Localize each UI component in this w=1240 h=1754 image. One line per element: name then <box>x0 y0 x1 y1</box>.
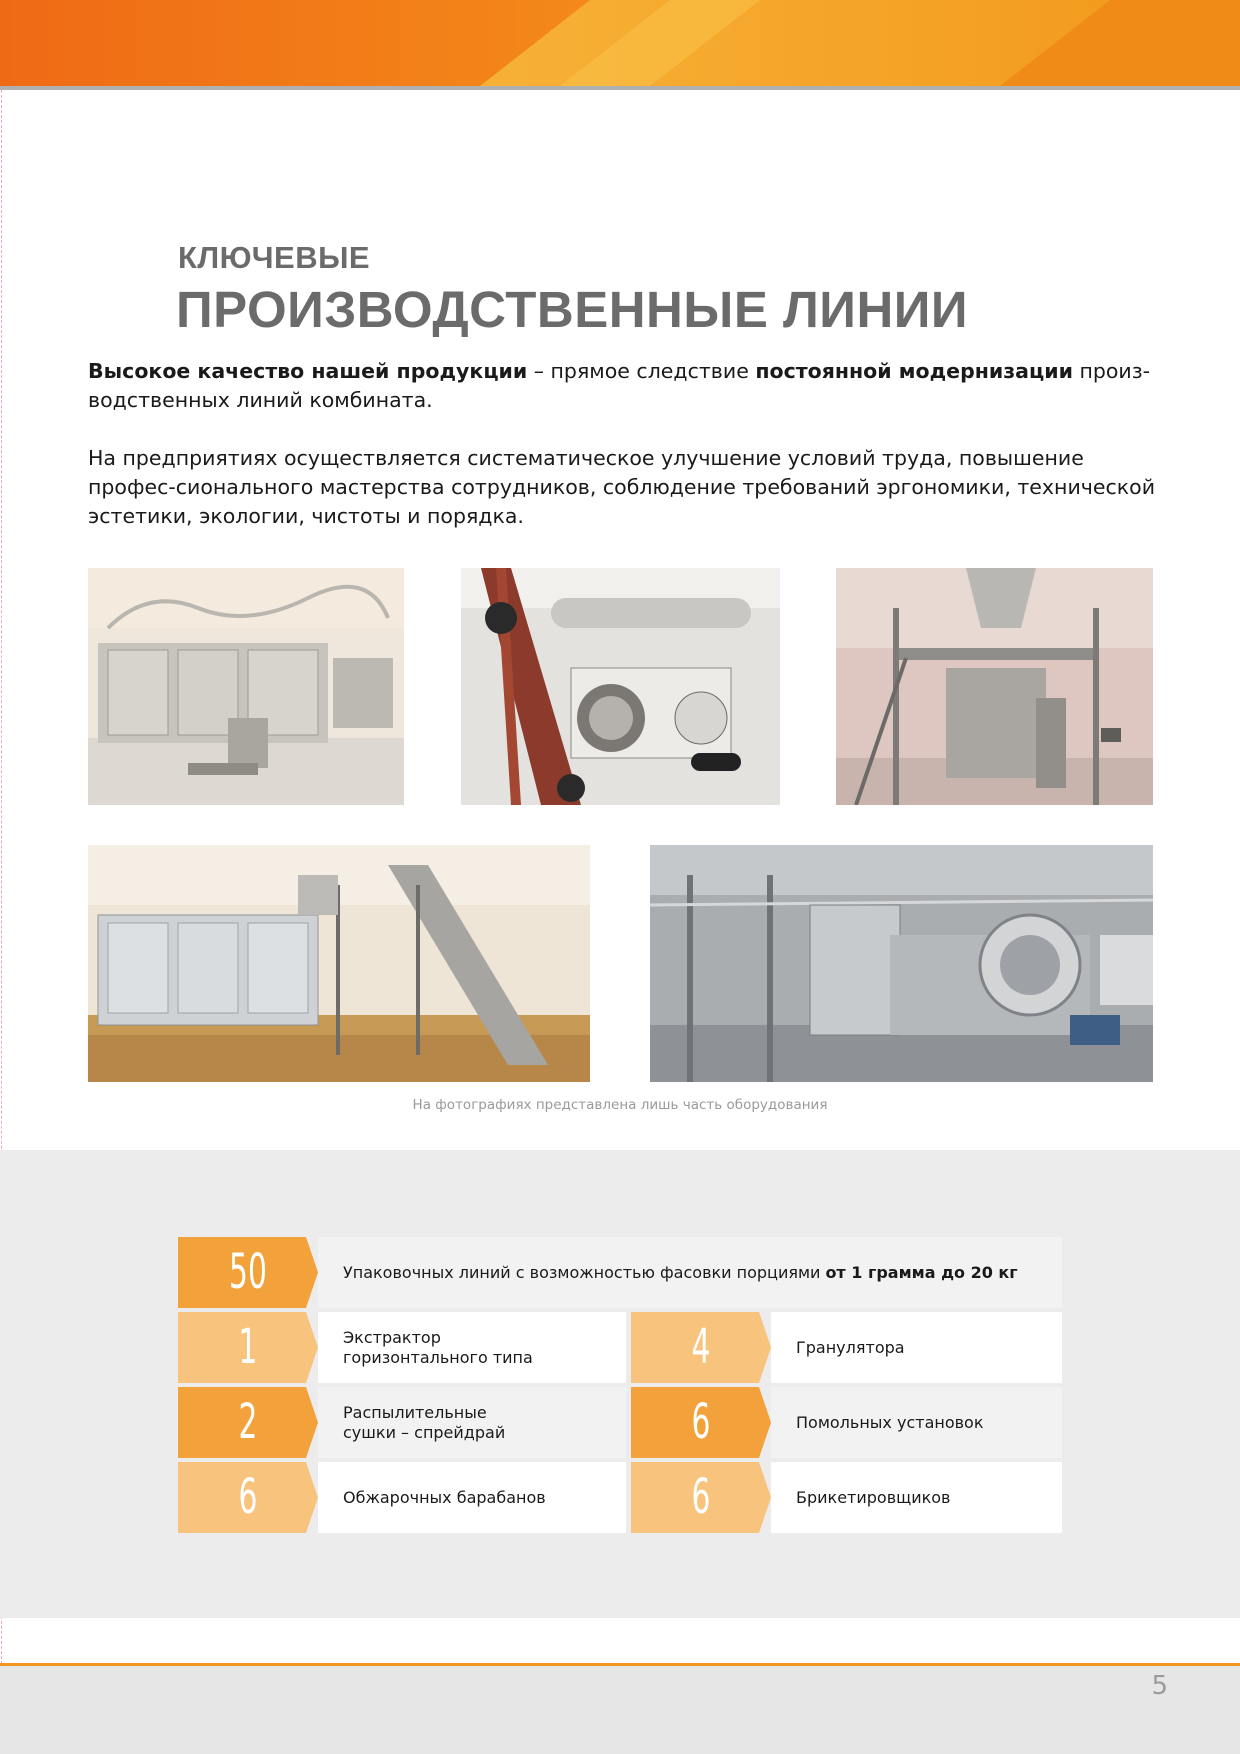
stat-number: 6 <box>691 1469 711 1525</box>
footer <box>0 1666 1240 1754</box>
stat-number: 1 <box>238 1319 258 1375</box>
photo-weighing-platform <box>836 568 1153 805</box>
stat-label-line-1: Обжарочных барабанов <box>343 1487 546 1507</box>
stat-granulators <box>631 1312 1062 1383</box>
stat-number: 2 <box>238 1394 258 1450</box>
photo-packaging-hall <box>88 845 590 1082</box>
stat-number: 6 <box>691 1394 711 1450</box>
stat-grinding-units <box>631 1387 1062 1458</box>
page-number: 5 <box>1151 1671 1168 1701</box>
intro-bold-1: Высокое качество нашей продукции <box>88 359 528 383</box>
stat-label <box>343 1462 546 1533</box>
photo-grinding-equipment <box>650 845 1153 1082</box>
intro-paragraph-1 <box>88 357 1158 415</box>
stat-label <box>796 1387 984 1458</box>
section-title: ПРОИЗВОДСТВЕННЫЕ ЛИНИИ <box>176 281 969 338</box>
stat-label-line-1: Брикетировщиков <box>796 1487 951 1507</box>
intro-text-1: – прямое следствие <box>527 359 756 383</box>
stats-section <box>0 1150 1240 1618</box>
photo-packaging-line <box>88 568 404 805</box>
stat-label-line-1: Экстрактор <box>343 1327 441 1347</box>
intro-bold-2: постоянной модернизации <box>755 359 1073 383</box>
stat-extractor <box>178 1312 626 1383</box>
stat-roasting-drums <box>178 1462 626 1533</box>
stat-label-line-1: Гранулятора <box>796 1337 905 1357</box>
stat-label-line-2: горизонтального типа <box>343 1347 533 1367</box>
header-banner <box>0 0 1240 90</box>
stat-number: 50 <box>229 1244 267 1300</box>
stat-label <box>343 1387 505 1458</box>
stat-label-line-2: сушки – спрейдрай <box>343 1422 506 1442</box>
stat-number: 4 <box>691 1319 711 1375</box>
photo-filling-mechanism <box>461 568 780 805</box>
stat-label-bold: от 1 грамма до 20 кг <box>825 1262 1018 1282</box>
stat-spray-dryers <box>178 1387 626 1458</box>
stat-number: 6 <box>238 1469 258 1525</box>
intro-text-2: произ-водственных линий комбината. <box>88 359 1151 412</box>
stat-label <box>343 1237 1018 1308</box>
stat-label-text: Упаковочных линий с возможностью фасовки порциями <box>343 1262 821 1282</box>
photo-caption: На фотографиях представлена лишь часть оборудования <box>412 1097 828 1113</box>
stat-label <box>796 1462 950 1533</box>
stat-label <box>343 1312 533 1383</box>
stat-packaging-lines <box>178 1237 1062 1308</box>
stat-label-line-1: Распылительные <box>343 1402 487 1422</box>
intro-paragraph-2: На предприятиях осуществляется систематическое улучшение условий труда, повышение профес-сионального мастерства сотрудников, соблюдение требований эргономики, технической эстетики, экологии, чистоты и порядка. <box>88 446 1156 528</box>
stat-label-line-1: Помольных установок <box>796 1412 984 1432</box>
section-subtitle: КЛЮЧЕВЫЕ <box>178 240 371 275</box>
stat-label <box>796 1312 905 1383</box>
stat-briquetting <box>631 1462 1062 1533</box>
